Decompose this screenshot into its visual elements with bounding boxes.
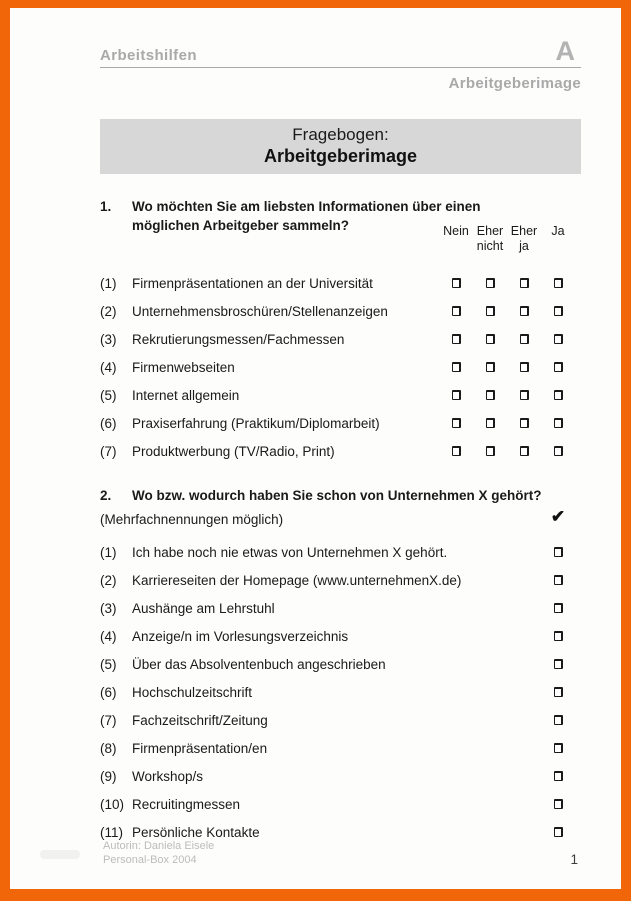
checkbox-nein[interactable] <box>452 334 461 344</box>
q2-item-6 <box>100 678 581 706</box>
q1-item-2 <box>100 297 581 325</box>
q2-item-1 <box>100 538 581 566</box>
checkbox-eher-nicht[interactable] <box>486 334 495 344</box>
q2-item-7 <box>100 706 581 734</box>
checkbox-nein[interactable] <box>452 390 461 400</box>
checkbox-group <box>541 575 575 585</box>
checkbox[interactable] <box>554 631 563 641</box>
checkbox-ja[interactable] <box>554 306 563 316</box>
checkbox[interactable] <box>554 603 563 613</box>
checkbox-ja[interactable] <box>554 446 563 456</box>
checkbox[interactable] <box>554 575 563 585</box>
question-1 <box>100 197 581 465</box>
question-2-items <box>100 538 581 846</box>
item-number: (7) <box>100 443 117 459</box>
checkbox-ja[interactable] <box>554 278 563 288</box>
checkbox-eher-ja[interactable] <box>520 278 529 288</box>
scale-header-line: ja <box>519 239 529 253</box>
item-label: Persönliche Kontakte <box>132 824 260 840</box>
item-label: Karriereseiten der Homepage (www.unternehmenX.de) <box>132 572 462 588</box>
checkbox-nein[interactable] <box>452 362 461 372</box>
item-number: (2) <box>100 572 117 588</box>
checkbox[interactable] <box>554 743 563 753</box>
checkbox-group <box>541 771 575 781</box>
question-2-note-row <box>100 508 581 527</box>
scale-header-line: Eher <box>510 224 538 238</box>
page-number: 1 <box>570 852 578 867</box>
scale-header-eher-ja <box>507 224 541 254</box>
section-label: Arbeitshilfen <box>100 47 197 64</box>
checkbox-group <box>541 603 575 613</box>
section-letter: A <box>555 36 575 66</box>
checkbox-group <box>439 390 575 400</box>
item-label: Fachzeitschrift/Zeitung <box>132 712 268 728</box>
item-label: Firmenwebseiten <box>132 359 235 375</box>
checkbox-group <box>541 631 575 641</box>
item-number: (11) <box>100 824 124 840</box>
checkbox-eher-nicht[interactable] <box>486 278 495 288</box>
checkbox[interactable] <box>554 771 563 781</box>
check-column-header <box>541 508 575 527</box>
item-number: (4) <box>100 628 117 644</box>
item-label: Firmenpräsentationen an der Universität <box>132 275 373 291</box>
item-number: (9) <box>100 768 117 784</box>
checkbox[interactable] <box>554 799 563 809</box>
checkbox-nein[interactable] <box>452 418 461 428</box>
checkbox[interactable] <box>554 827 563 837</box>
q2-item-5 <box>100 650 581 678</box>
scale-header-ja <box>541 224 575 254</box>
item-label: Praxiserfahrung (Praktikum/Diplomarbeit) <box>132 415 380 431</box>
checkbox-group <box>541 799 575 809</box>
checkbox-eher-ja[interactable] <box>520 362 529 372</box>
page-title: Arbeitgeberimage <box>263 146 418 166</box>
item-label: Recruitingmessen <box>132 796 241 812</box>
item-number: (3) <box>100 331 117 347</box>
checkbox-group <box>439 278 575 288</box>
item-number: (2) <box>100 303 117 319</box>
item-number: (6) <box>100 684 117 700</box>
item-number: (8) <box>100 740 117 756</box>
checkbox[interactable] <box>554 715 563 725</box>
page-content <box>100 8 581 846</box>
checkbox-eher-ja[interactable] <box>520 418 529 428</box>
checkbox-nein[interactable] <box>452 446 461 456</box>
q2-item-4 <box>100 622 581 650</box>
q2-item-8 <box>100 734 581 762</box>
masthead <box>100 8 581 92</box>
checkbox-group <box>439 446 575 456</box>
q2-item-9 <box>100 762 581 790</box>
document-subtitle: Arbeitgeberimage <box>448 75 581 92</box>
checkbox-eher-nicht[interactable] <box>486 390 495 400</box>
checkbox-eher-nicht[interactable] <box>486 306 495 316</box>
checkbox-eher-nicht[interactable] <box>486 418 495 428</box>
checkbox[interactable] <box>554 687 563 697</box>
source-line: Personal-Box 2004 <box>103 853 197 866</box>
masthead-row <box>100 38 581 68</box>
q1-item-6 <box>100 409 581 437</box>
item-label: Über das Absolventenbuch angeschrieben <box>132 656 386 672</box>
item-number: (3) <box>100 600 117 616</box>
item-label: Firmenpräsentation/en <box>132 740 268 756</box>
checkbox-eher-ja[interactable] <box>520 446 529 456</box>
item-label: Hochschulzeitschrift <box>132 684 253 700</box>
checkbox-eher-ja[interactable] <box>520 334 529 344</box>
checkmark-icon: ✔ <box>550 507 566 526</box>
scale-header-eher-nicht <box>473 224 507 254</box>
author-credits <box>100 840 214 867</box>
q1-item-7 <box>100 437 581 465</box>
checkbox-ja[interactable] <box>554 390 563 400</box>
checkbox-ja[interactable] <box>554 362 563 372</box>
item-label: Produktwerbung (TV/Radio, Print) <box>132 443 335 459</box>
checkbox-nein[interactable] <box>452 278 461 288</box>
question-1-number: 1. <box>100 199 112 214</box>
checkbox-group <box>439 418 575 428</box>
item-number: (1) <box>100 544 117 560</box>
item-number: (10) <box>100 796 125 812</box>
title-prefix: Fragebogen: <box>292 125 389 144</box>
checkbox-ja[interactable] <box>554 334 563 344</box>
q1-item-3 <box>100 325 581 353</box>
footer-watermark <box>40 850 80 859</box>
checkbox[interactable] <box>554 659 563 669</box>
item-label: Internet allgemein <box>132 387 240 403</box>
item-number: (5) <box>100 387 117 403</box>
checkbox-eher-nicht[interactable] <box>486 446 495 456</box>
item-label: Rekrutierungsmessen/Fachmessen <box>132 331 345 347</box>
checkbox[interactable] <box>554 547 563 557</box>
question-1-text: Wo möchten Sie am liebsten Informationen über einen möglichen Arbeitgeber sammeln? <box>132 199 481 233</box>
checkbox-nein[interactable] <box>452 306 461 316</box>
question-2-header <box>100 486 581 505</box>
item-label: Aushänge am Lehrstuhl <box>132 600 275 616</box>
checkbox-group <box>541 687 575 697</box>
checkbox-eher-ja[interactable] <box>520 390 529 400</box>
multiple-answers-note: (Mehrfachnennungen möglich) <box>100 512 284 527</box>
scale-header-nein <box>439 224 473 254</box>
question-2-number: 2. <box>100 488 112 503</box>
checkbox-ja[interactable] <box>554 418 563 428</box>
question-2-text: Wo bzw. wodurch haben Sie schon von Unternehmen X gehört? <box>132 488 542 503</box>
item-number: (7) <box>100 712 117 728</box>
item-number: (4) <box>100 359 117 375</box>
item-number: (6) <box>100 415 117 431</box>
checkbox-group <box>541 547 575 557</box>
checkbox-eher-nicht[interactable] <box>486 362 495 372</box>
checkbox-eher-ja[interactable] <box>520 306 529 316</box>
item-label: Anzeige/n im Vorlesungsverzeichnis <box>132 628 349 644</box>
q2-item-3 <box>100 594 581 622</box>
q2-item-10 <box>100 790 581 818</box>
item-label: Workshop/s <box>132 768 204 784</box>
checkbox-group <box>541 743 575 753</box>
title-box <box>100 119 581 174</box>
item-label: Unternehmensbroschüren/Stellenanzeigen <box>132 303 388 319</box>
scale-header-line: Nein <box>443 224 469 238</box>
scale-header-line: nicht <box>476 239 504 253</box>
question-1-items <box>100 269 581 465</box>
checkbox-group <box>541 827 575 837</box>
answer-scale-headers <box>439 224 575 254</box>
q1-item-1 <box>100 269 581 297</box>
checkbox-group <box>439 334 575 344</box>
checkbox-group <box>541 659 575 669</box>
page-footer <box>100 840 580 867</box>
q2-item-2 <box>100 566 581 594</box>
checkbox-group <box>439 306 575 316</box>
scale-header-line: Eher <box>476 224 504 238</box>
q1-item-5 <box>100 381 581 409</box>
item-number: (1) <box>100 275 117 291</box>
item-label: Ich habe noch nie etwas von Unternehmen X gehört. <box>132 544 448 560</box>
checkbox-group <box>541 715 575 725</box>
item-number: (5) <box>100 656 117 672</box>
question-2 <box>100 486 581 846</box>
scale-header-line: Ja <box>551 224 565 238</box>
author-line: Autorin: Daniela Eisele <box>103 840 215 852</box>
checkbox-group <box>439 362 575 372</box>
q1-item-4 <box>100 353 581 381</box>
document-page <box>10 8 621 889</box>
